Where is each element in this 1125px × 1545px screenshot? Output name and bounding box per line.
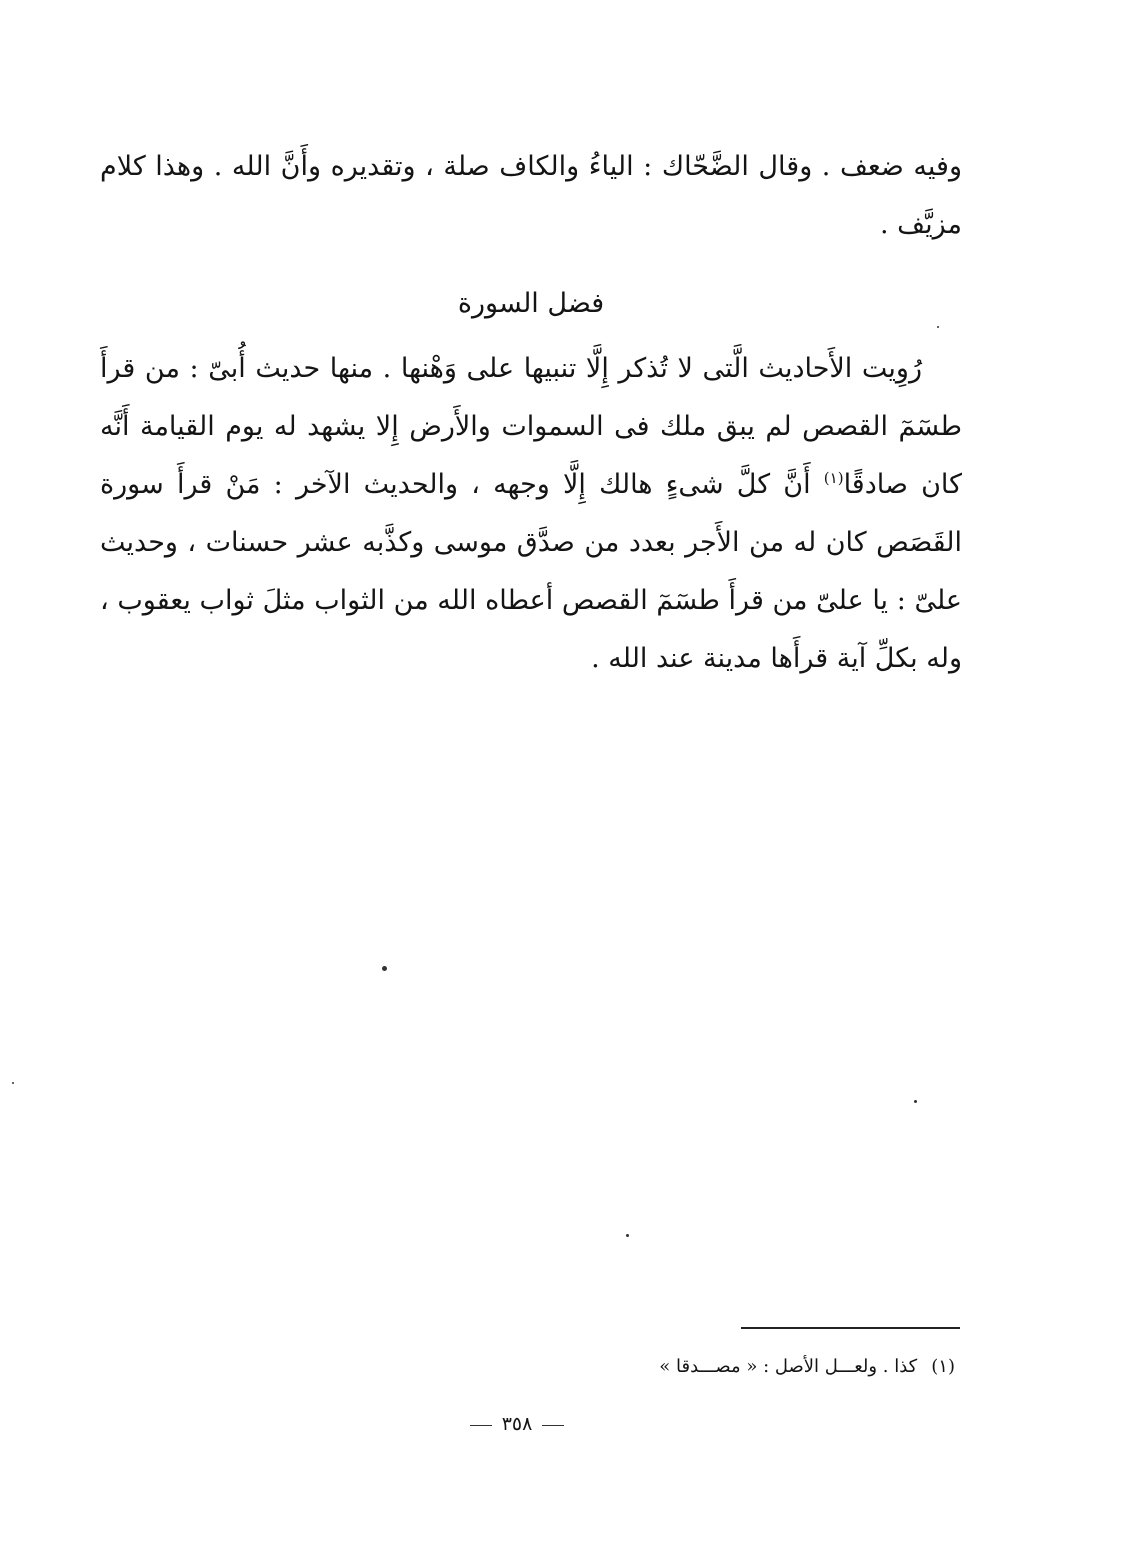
scan-speck bbox=[382, 966, 387, 971]
scan-speck bbox=[914, 1100, 917, 1103]
page-number bbox=[437, 1406, 597, 1442]
merit-paragraph bbox=[100, 340, 962, 688]
footnote bbox=[400, 1351, 955, 1383]
section-heading: فضل السورة bbox=[457, 288, 605, 319]
page-number-value: ٣٥٨ bbox=[501, 1413, 533, 1435]
intro-paragraph: وفيه ضعف . وقال الضَّحّاك : الياءُ والكاف صلة ، وتقديره وأَنَّ الله . وهذا كلام مزيَّف . bbox=[100, 151, 962, 240]
footnote-number: (١) bbox=[931, 1356, 955, 1377]
footnote-text: كذا . ولعـــل الأصل : « مصـــدقا » bbox=[659, 1356, 918, 1377]
scan-speck bbox=[12, 1082, 14, 1084]
scan-speck bbox=[626, 1234, 629, 1237]
page-number-dash-right bbox=[542, 1425, 564, 1426]
merit-text-part-1: رُوِيت الأَحاديث الَّتى لا تُذكر إِلَّا تنبيها على وَهْنها . منها حديث أُبىّ : من قرأَ طسٓمٓ القصص لم يبق ملك فى السموات والأَرض إِلا يشهد له يوم القيامة أَنَّه كان صادقًا bbox=[100, 353, 962, 500]
page-number-dash-left bbox=[470, 1425, 492, 1426]
footnote-divider bbox=[741, 1327, 960, 1329]
scan-speck bbox=[937, 326, 939, 328]
footnote-reference[interactable]: (١) bbox=[823, 469, 844, 487]
merit-text-part-2: أَنَّ كلَّ شىءٍ هالك إِلَّا وجهه ، والحديث الآخر : مَنْ قرأَ سورة القَصَص كان له من الأَجر بعدد من صدَّق موسى وكذَّبه عشر حسنات ، وحديث علىّ : يا علىّ من قرأَ طسٓمٓ القصص أعطاه الله من الثواب مثلَ ثواب يعقوب ، وله بكلِّ آية قرأَها مدينة عند الله . bbox=[100, 469, 962, 674]
